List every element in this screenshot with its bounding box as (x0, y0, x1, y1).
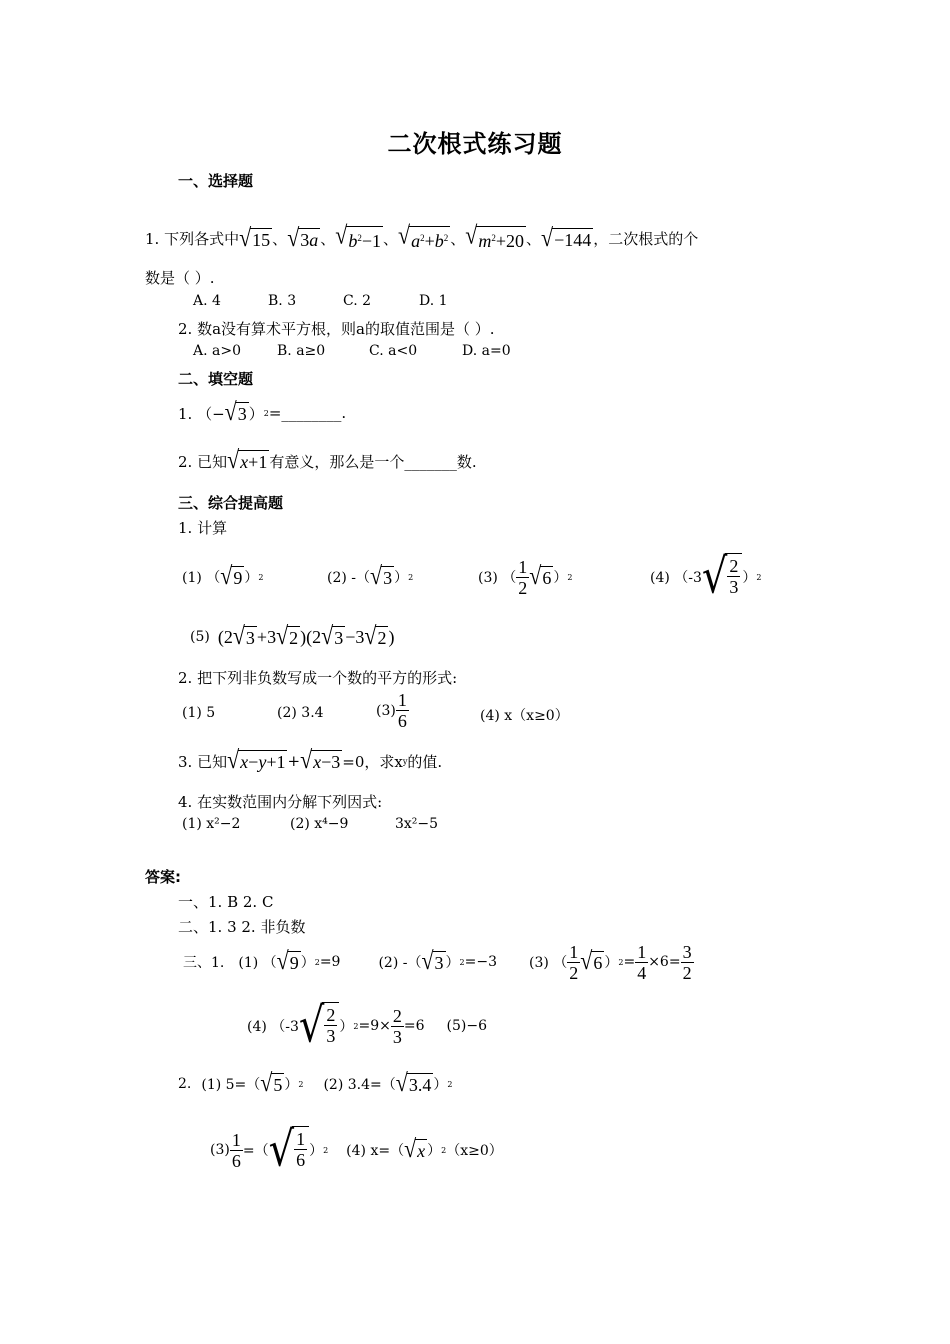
comp-q4-item-3: 3x²−5 (395, 816, 439, 832)
radical-a2-b2: √ $a^2+b^2$ (398, 220, 449, 251)
fraction-1-2: $\frac{1}{2}$ (569, 941, 579, 983)
answer-3-result-3a: = (623, 954, 636, 970)
mc-q1-option-c: C. 2 (343, 293, 372, 309)
answer-3-row-2: (4) （-3 √ $\frac{2}{3}$ ） 2 =9× $\frac{2}{3}$ =6 (5)−6 (247, 998, 487, 1054)
section-heading-comprehensive: 三、综合提高题 (178, 494, 284, 512)
comp-q4-item-1: (1) x²−2 (182, 816, 241, 832)
comp-q1-item-5: (5) (2 √ 3 +3 √ 2 )(2 √ 3 −3 √ 2 ) (190, 620, 395, 650)
radical-5: √ 5 (260, 1067, 283, 1097)
mc-question-2: 2. 数a没有算术平方根，则a的取值范围是（ ）. (178, 320, 495, 338)
radical-3-4: √ 3.4 (395, 1067, 432, 1097)
radical-6: √ 6 (580, 945, 603, 975)
radical-3: √ 3 (321, 620, 344, 650)
radical-3: √ 3 (370, 560, 393, 590)
radical-3: √ 3 (232, 620, 255, 650)
comp-q2-item-2: (2) 3.4 (277, 705, 324, 721)
comp-q3-end: 的值. (407, 752, 443, 771)
fill-q2-prefix: 2. 已知 (178, 452, 228, 471)
radical-9: √ 9 (220, 560, 243, 590)
comp-q1-item-4: (4) （-3 √ $\frac{2}{3}$ ） 2 (650, 549, 762, 605)
fraction-2-3: $\frac{2}{3}$ (392, 1005, 402, 1047)
radical-m2-20: √ $m^2+20$ (465, 220, 525, 251)
answer-3-result-4a: =9× (358, 1018, 391, 1034)
radical-x-3: √ x−3 (300, 744, 341, 774)
answer-2-prefix: 2. (178, 1076, 192, 1092)
comp-q1-label-4: (4) （-3 (650, 570, 702, 586)
radical-neg144: √ −144 (541, 222, 592, 252)
comp-q4-title: 4. 在实数范围内分解下列因式: (178, 793, 383, 811)
comp-q2-item-4: (4) x（x≥0） (480, 708, 569, 724)
radical-b2-1: √ $b^2-1$ (335, 220, 382, 251)
answer-3-row-1: 三、1. (1) （ √ 9 ） 2 =9 (2) -（ √ 3 ） 2 =−3 (3) （ $\frac{1}{2}$ √ 6 ） 2 = $\frac{1}{4}$ ×6= $\frac{3}{2}$ (183, 941, 692, 983)
radical-2: √ 2 (364, 620, 387, 650)
radical-x-y-1: √ x−y+1 (227, 744, 286, 774)
mc-q1-option-b: B. 3 (268, 293, 297, 309)
comp-q2-item-3 (376, 690, 409, 731)
answer-3-result-1: =9 (319, 954, 341, 970)
answer-3-label-2: (2) -（ (378, 955, 422, 971)
comp-q1-item-3: (3) （ $\frac{1}{2}$ √ 6 ） 2 (478, 556, 573, 598)
mc-q2-option-a: A. a>0 (193, 343, 241, 359)
answer-3-label-5: (5)−6 (446, 1018, 487, 1034)
mc-q1-option-d: D. 1 (419, 293, 448, 309)
answer-2-label-4b: （x≥0） (446, 1143, 503, 1159)
fill-question-1: 1. （− √ 3 ） 2 =________. (178, 396, 347, 426)
mc-q1-option-a: A. 4 (193, 293, 221, 309)
mc-q2-option-d: D. a=0 (462, 343, 511, 359)
radical-x-plus-1: √ x+1 (227, 444, 268, 474)
radical-2-over-3: √ $\frac{2}{3}$ (702, 553, 743, 601)
fill-q1-suffix: ） (248, 404, 264, 423)
comp-q1-item-1: (1) （ √ 9 ） 2 (182, 560, 264, 590)
answer-2-label-2: (2) 3.4=（ (323, 1077, 396, 1093)
fraction-3-2: $\frac{3}{2}$ (682, 941, 692, 983)
answer-2-label-1: (1) 5=（ (201, 1077, 261, 1093)
comp-q1-label-1: (1) （ (182, 570, 221, 586)
answer-2-row-1: 2. (1) 5=（ √ 5 ） 2 (2) 3.4=（ √ 3.4 ） 2 (178, 1067, 453, 1097)
fill-question-2 (178, 444, 477, 474)
radical-2-over-3: √ $\frac{2}{3}$ (299, 1002, 340, 1050)
mc-q1-suffix: ，二次根式的个 (593, 230, 699, 248)
answer-section-1: 一、1. B 2. C (178, 893, 274, 911)
comp-q1-label-3: (3) （ (478, 570, 517, 586)
answer-3-label-3: (3) （ (529, 955, 568, 971)
answer-2-label-3b: =（ (242, 1143, 269, 1159)
section-heading-choice: 一、选择题 (178, 172, 254, 190)
fraction-1-6: $\frac{1}{6}$ (397, 690, 407, 731)
answer-3-prefix: 三、1. (183, 955, 225, 971)
mc-q1-prefix: 1. 下列各式中 (145, 230, 240, 248)
radical-2: √ 2 (276, 620, 299, 650)
comp-q1-label-2: (2) -（ (327, 570, 371, 586)
mc-q1-continuation: 数是（ ）. (145, 269, 215, 287)
answer-3-result-3b: ×6= (648, 954, 681, 970)
fraction-1-2: $\frac{1}{2}$ (518, 556, 528, 598)
radical-3a: √ 3a (287, 222, 319, 252)
fill-q1-prefix: 1. （− (178, 404, 225, 423)
fraction-1-6: $\frac{1}{6}$ (231, 1129, 241, 1171)
comp-q2-title: 2. 把下列非负数写成一个数的平方的形式: (178, 669, 458, 687)
section-heading-fill: 二、填空题 (178, 370, 254, 388)
answers-heading: 答案: (145, 868, 181, 886)
mc-q2-option-b: B. a≥0 (277, 343, 326, 359)
comp-q3-suffix: =0，求x (342, 752, 403, 771)
answer-3-result-4b: =6 (403, 1018, 425, 1034)
fill-q1-blank: =________. (268, 404, 347, 422)
comp-q1-label-5: (5) (190, 629, 210, 645)
answer-2-label-4: (4) x=（ (346, 1143, 405, 1159)
radical-9: √ 9 (276, 945, 299, 975)
comp-question-3: 3. 已知 √ x−y+1 + √ x−3 =0，求x y 的值. (178, 744, 443, 774)
radical-x: √ x (404, 1133, 426, 1163)
comp-q2-item-1: (1) 5 (182, 705, 216, 721)
answer-3-result-2: =−3 (464, 954, 498, 970)
fill-q2-suffix: 有意义，那么是一个_______数. (269, 452, 477, 471)
radical-3: √ 3 (224, 396, 247, 426)
page-title: 二次根式练习题 (387, 130, 563, 158)
radical-15: √ 15 (239, 222, 271, 252)
mc-question-1: 1. 下列各式中 √ 15 、 √ 3a 、 √ $b^2-1$ 、 √ $a^2+b^2$ 、 √ $m^2+20$ 、 √ −144 ，二次根式的个 (145, 220, 699, 252)
comp-q1-item-2: (2) -（ √ 3 ） 2 (327, 560, 414, 590)
comp-q1-title: 1. 计算 (178, 519, 228, 537)
answer-2-row-2: (3) $\frac{1}{6}$ =（ √ $\frac{1}{6}$ ） 2 (4) x=（ √ x ） 2 （x≥0） (210, 1122, 503, 1178)
answer-3-label-1: (1) （ (238, 955, 277, 971)
radical-3: √ 3 (421, 945, 444, 975)
radical-6: √ 6 (529, 560, 552, 590)
answer-3-label-4: (4) （-3 (247, 1019, 299, 1035)
radical-1-over-6: √ $\frac{1}{6}$ (269, 1126, 310, 1174)
fraction-1-4: $\frac{1}{4}$ (637, 941, 647, 983)
answer-2-label-3: (3) (210, 1142, 230, 1158)
mc-q2-option-c: C. a<0 (369, 343, 418, 359)
comp-q4-item-2: (2) x⁴−9 (290, 816, 349, 832)
answer-section-2: 二、1. 3 2. 非负数 (178, 918, 306, 936)
comp-q3-prefix: 3. 已知 (178, 752, 228, 771)
comp-q2-label-3: (3) (376, 702, 396, 719)
